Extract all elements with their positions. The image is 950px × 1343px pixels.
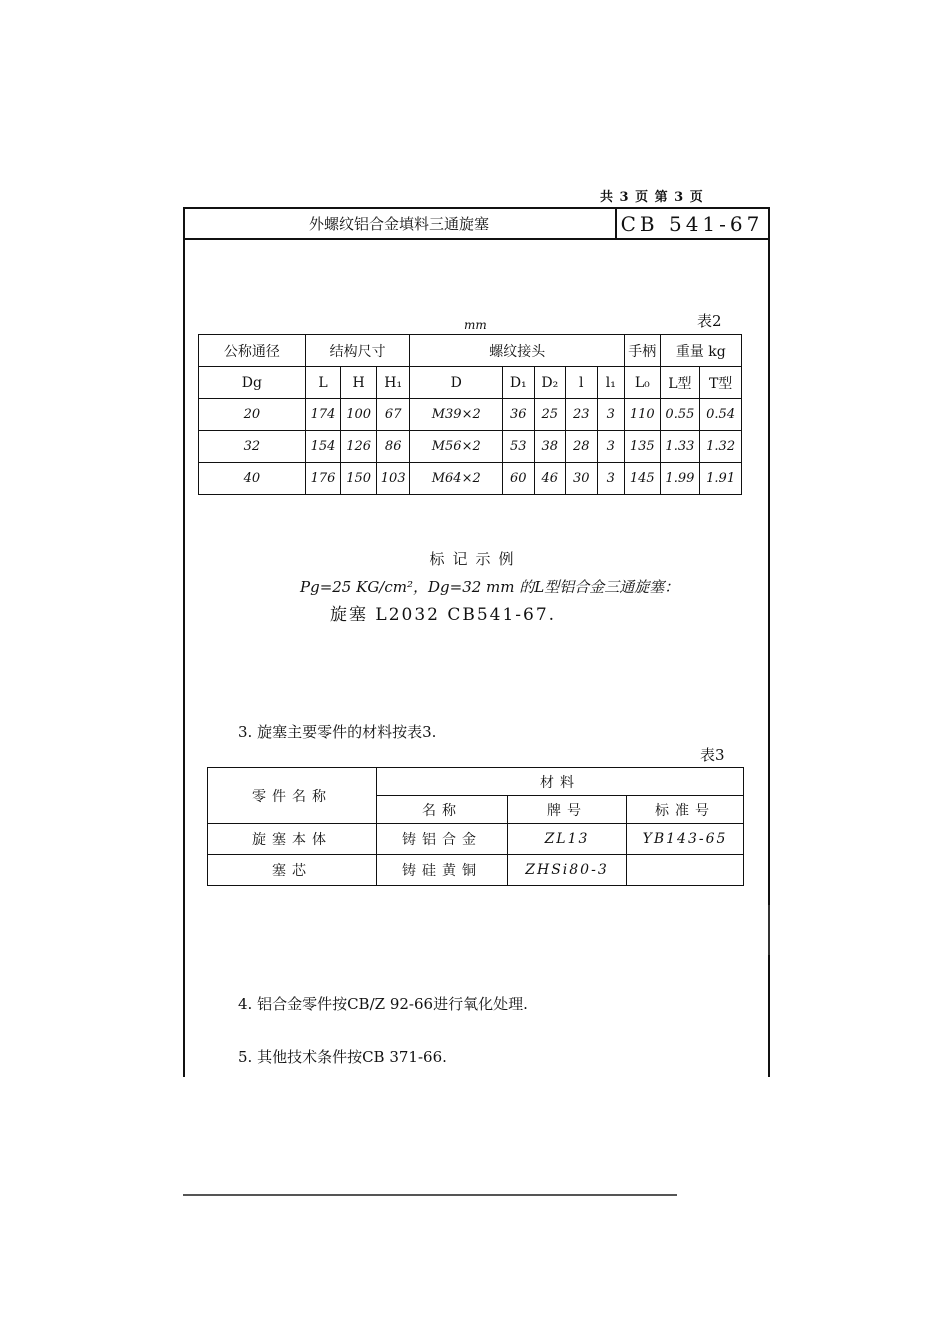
margin-bracket-mark [762,905,770,955]
sub-header-l-type: L型 [660,367,700,399]
sub-header-t-type: T型 [700,367,742,399]
table2-unit: mm [464,318,487,332]
header-nominal-diameter: 公称通径 [199,335,306,367]
sub-header-dg: Dg [199,367,306,399]
sub-header-d: D [410,367,503,399]
example-heading: 标记示例 [429,550,522,568]
header-handle: 手柄 [625,335,661,367]
table-cell: 126 [341,431,377,463]
sub-header-material-name: 名称 [377,796,508,824]
table-cell: 旋塞本体 [208,824,377,855]
sub-header-l-thread: l [566,367,598,399]
dimensions-table [198,334,742,495]
materials-table [207,767,744,886]
table-row [208,824,744,855]
sub-header-standard: 标准号 [627,796,744,824]
document-title: 外螺纹铝合金填料三通旋塞 [308,215,489,233]
table-cell: ZHSi80-3 [508,855,627,886]
note-4: 4. 铝合金零件按CB/Z 92-66进行氧化处理. [238,995,528,1013]
table-cell: M56×2 [410,431,503,463]
table-cell: 176 [305,463,341,495]
table-cell: 28 [566,431,598,463]
bottom-rule [183,1194,677,1196]
table-cell [627,855,744,886]
table-cell: 32 [199,431,306,463]
sub-header-grade: 牌号 [508,796,627,824]
table-cell: 23 [566,399,598,431]
table-cell: 46 [534,463,566,495]
table2-group-header-row [199,335,742,367]
table-cell: 3 [597,399,624,431]
table-cell: M39×2 [410,399,503,431]
table-cell: 67 [376,399,410,431]
sub-header-d2: D₂ [534,367,566,399]
table-cell: 154 [305,431,341,463]
table-cell: M64×2 [410,463,503,495]
table-row [199,463,742,495]
table3-label: 表3 [700,746,725,764]
table-cell: ZL13 [508,824,627,855]
table-cell: 150 [341,463,377,495]
table-cell: 塞芯 [208,855,377,886]
table-cell: 53 [503,431,535,463]
table-row [199,431,742,463]
table3-header-row [208,768,744,796]
sub-header-l1: l₁ [597,367,624,399]
table-cell: 36 [503,399,535,431]
table2-sub-header-row [199,367,742,399]
table-cell: 铸硅黄铜 [377,855,508,886]
table-cell: 40 [199,463,306,495]
example-line-2: 旋塞 L2032 CB541-67. [330,605,557,625]
table-cell: 38 [534,431,566,463]
table2-label: 表2 [697,312,722,330]
table-cell: 145 [625,463,661,495]
table-cell: 0.54 [700,399,742,431]
table-cell: 135 [625,431,661,463]
page-count: 共 3 页 第 3 页 [600,190,704,205]
table-cell: 1.33 [660,431,700,463]
table-row [199,399,742,431]
table-cell: 103 [376,463,410,495]
note-3: 3. 旋塞主要零件的材料按表3. [238,723,437,741]
table-cell: 3 [597,463,624,495]
table-cell: 86 [376,431,410,463]
table-cell: 110 [625,399,661,431]
table-cell: 60 [503,463,535,495]
table-cell: 174 [305,399,341,431]
table-cell: YB143-65 [627,824,744,855]
sub-header-h: H [341,367,377,399]
header-weight: 重量 kg [660,335,741,367]
sub-header-h1: H₁ [376,367,410,399]
table-cell: 0.55 [660,399,700,431]
sub-header-l: L [305,367,341,399]
note-5: 5. 其他技术条件按CB 371-66. [238,1048,447,1066]
header-thread-joint: 螺纹接头 [410,335,625,367]
document-code: CB 541-67 [620,212,764,236]
example-line-1: Pg=25 KG/cm²，Dg=32 mm 的L型铝合金三通旋塞： [300,578,680,596]
header-structure-size: 结构尺寸 [305,335,410,367]
sub-header-d1: D₁ [503,367,535,399]
table-row [208,855,744,886]
sub-header-l0: L₀ [625,367,661,399]
table-cell: 30 [566,463,598,495]
header-material: 材料 [377,768,744,796]
table-cell: 3 [597,431,624,463]
table-cell: 1.32 [700,431,742,463]
table-cell: 1.99 [660,463,700,495]
table-cell: 25 [534,399,566,431]
table-cell: 100 [341,399,377,431]
table-cell: 铸铝合金 [377,824,508,855]
header-part-name: 零件名称 [208,768,377,824]
table-cell: 20 [199,399,306,431]
table-cell: 1.91 [700,463,742,495]
